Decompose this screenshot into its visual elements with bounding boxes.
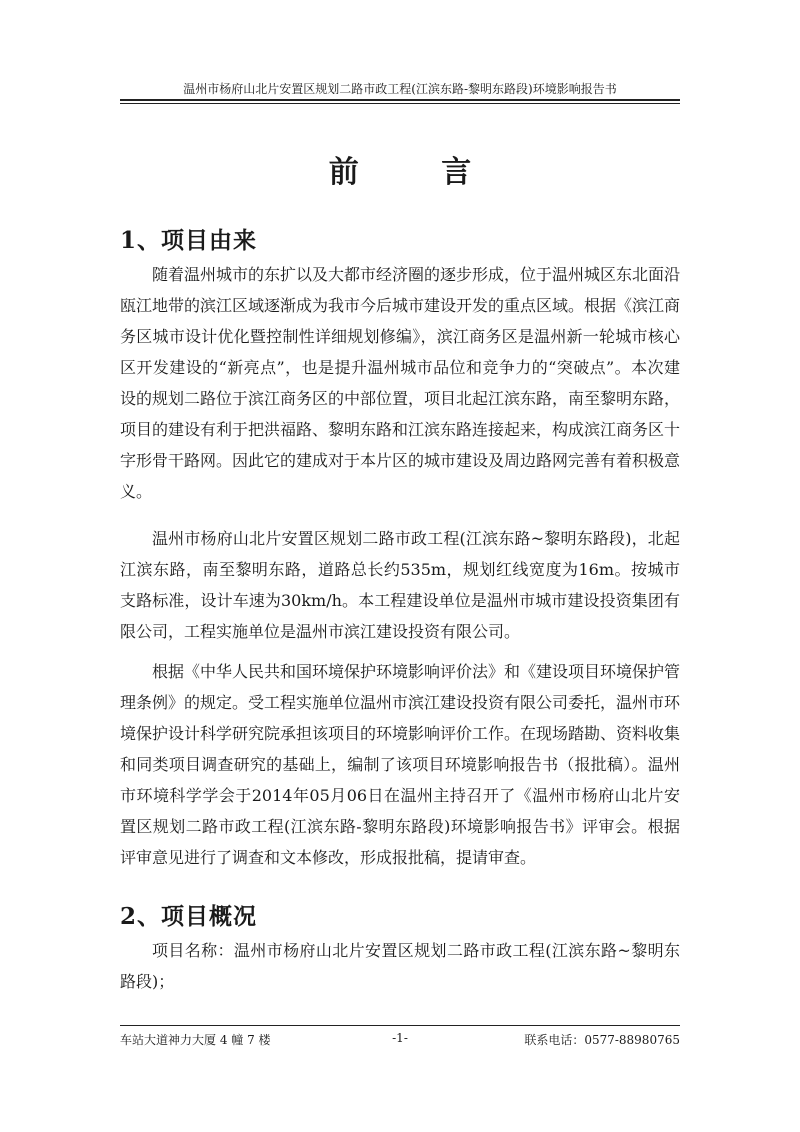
page-number: -1- bbox=[392, 1031, 408, 1045]
paragraph-1: 随着温州城市的东扩以及大都市经济圈的逐步形成，位于温州城区东北面沿瓯江地带的滨江区域逐渐成为我市今后城市建设开发的重点区域。根据《滨江商务区城市设计优化暨控制性详细规划修编》，滨江商务区是温州新一轮城市核心区开发建设的“新亮点”，也是提升温州城市品位和竞争力的“突破点”。本次建设的规划二路位于滨江商务区的中部位置，项目北起江滨东路，南至黎明东路，项目的建设有利于把洪福路、黎明东路和江滨东路连接起来，构成滨江商务区十字形骨干路网。因此它的建成对于本片区的城市建设及周边路网完善有着积极意义。 bbox=[120, 265, 681, 501]
footer-address: 车站大道神力大厦 4 幢 7 楼 bbox=[120, 1033, 271, 1047]
running-header: 温州市杨府山北片安置区规划二路市政工程(江滨东路-黎明东路段)环境影响报告书 bbox=[183, 82, 617, 96]
paragraph-3: 根据《中华人民共和国环境保护环境影响评价法》和《建设项目环境保护管理条例》的规定。受工程实施单位温州市滨江建设投资有限公司委托，温州市环境保护设计科学研究院承担该项目的环境影响评价工作。在现场踏勘、资料收集和同类项目调查研究的基础上，编制了该项目环境影响报告书（报批稿）。温州市环境科学学会于2014年05月06日在温州主持召开了《温州市杨府山北片安置区规划二路市政工程(江滨东路-黎明东路段)环境影响报告书》评审会。根据评审意见进行了调查和文本修改，形成报批稿，提请审查。 bbox=[120, 662, 681, 867]
section-heading-2: 2、项目概况 bbox=[120, 903, 258, 930]
section-heading-1: 1、项目由来 bbox=[120, 227, 258, 254]
paragraph-4: 项目名称：温州市杨府山北片安置区规划二路市政工程(江滨东路~黎明东路段)； bbox=[120, 941, 680, 991]
header-rule-thin bbox=[120, 103, 680, 104]
paragraph-2: 温州市杨府山北片安置区规划二路市政工程(江滨东路~黎明东路段)，北起江滨东路，南至黎明东路，道路总长约535m，规划红线宽度为16m。按城市支路标准，设计车速为30km/h。本工程建设单位是温州市城市建设投资集团有限公司，工程实施单位是温州市滨江建设投资有限公司。 bbox=[120, 529, 680, 641]
header-rule-thick bbox=[120, 99, 680, 101]
page-title: 前 言 bbox=[328, 155, 508, 190]
footer-rule bbox=[120, 1025, 680, 1026]
footer-phone: 联系电话：0577-88980765 bbox=[524, 1033, 680, 1047]
